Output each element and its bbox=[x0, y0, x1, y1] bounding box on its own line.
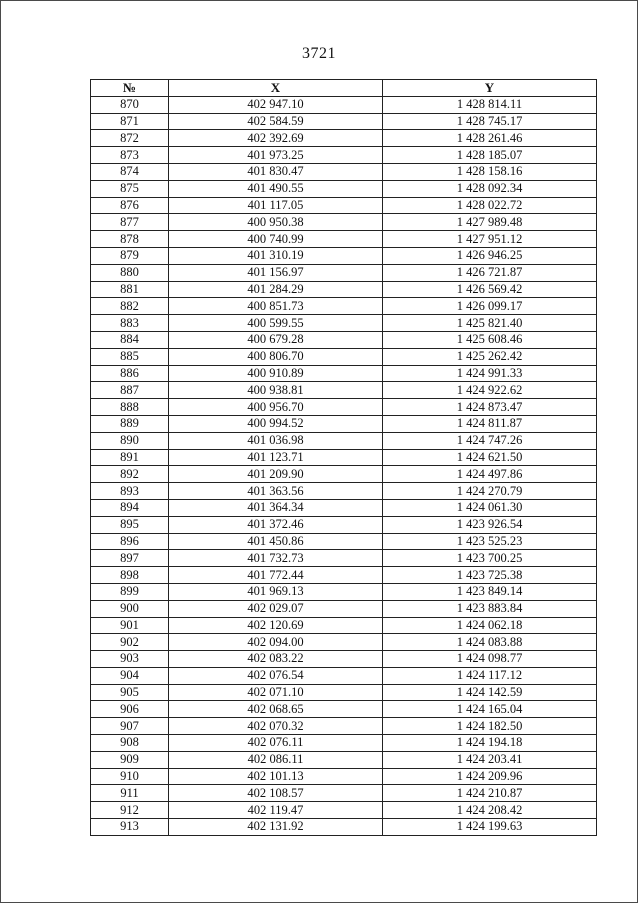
table-row bbox=[91, 147, 597, 164]
point-number-cell: 906 bbox=[91, 701, 169, 718]
header-number: № bbox=[91, 80, 169, 97]
y-coordinate-cell: 1 424 083.88 bbox=[383, 634, 597, 651]
table-row bbox=[91, 113, 597, 130]
y-coordinate-cell: 1 425 608.46 bbox=[383, 331, 597, 348]
point-number-cell: 884 bbox=[91, 331, 169, 348]
table-row bbox=[91, 499, 597, 516]
y-coordinate-cell: 1 428 022.72 bbox=[383, 197, 597, 214]
x-coordinate-cell: 401 364.34 bbox=[169, 499, 383, 516]
x-coordinate-cell: 402 068.65 bbox=[169, 701, 383, 718]
y-coordinate-cell: 1 424 270.79 bbox=[383, 483, 597, 500]
table-row bbox=[91, 331, 597, 348]
x-coordinate-cell: 402 584.59 bbox=[169, 113, 383, 130]
table-row bbox=[91, 550, 597, 567]
table-row bbox=[91, 163, 597, 180]
x-coordinate-cell: 400 806.70 bbox=[169, 348, 383, 365]
x-coordinate-cell: 401 117.05 bbox=[169, 197, 383, 214]
point-number-cell: 888 bbox=[91, 399, 169, 416]
point-number-cell: 883 bbox=[91, 315, 169, 332]
x-coordinate-cell: 400 938.81 bbox=[169, 382, 383, 399]
table-row bbox=[91, 197, 597, 214]
table-row bbox=[91, 466, 597, 483]
x-coordinate-cell: 400 740.99 bbox=[169, 231, 383, 248]
table-row bbox=[91, 651, 597, 668]
x-coordinate-cell: 402 029.07 bbox=[169, 600, 383, 617]
point-number-cell: 913 bbox=[91, 819, 169, 836]
table-row bbox=[91, 432, 597, 449]
point-number-cell: 876 bbox=[91, 197, 169, 214]
x-coordinate-cell: 402 076.11 bbox=[169, 735, 383, 752]
table-row bbox=[91, 415, 597, 432]
table-row bbox=[91, 684, 597, 701]
y-coordinate-cell: 1 424 142.59 bbox=[383, 684, 597, 701]
y-coordinate-cell: 1 427 989.48 bbox=[383, 214, 597, 231]
x-coordinate-cell: 402 083.22 bbox=[169, 651, 383, 668]
table-row bbox=[91, 583, 597, 600]
x-coordinate-cell: 400 956.70 bbox=[169, 399, 383, 416]
coordinates-table bbox=[90, 79, 597, 836]
table-row bbox=[91, 449, 597, 466]
y-coordinate-cell: 1 423 700.25 bbox=[383, 550, 597, 567]
y-coordinate-cell: 1 424 062.18 bbox=[383, 617, 597, 634]
x-coordinate-cell: 402 119.47 bbox=[169, 802, 383, 819]
table-row bbox=[91, 365, 597, 382]
point-number-cell: 877 bbox=[91, 214, 169, 231]
x-coordinate-cell: 400 910.89 bbox=[169, 365, 383, 382]
table-row bbox=[91, 315, 597, 332]
table-row bbox=[91, 735, 597, 752]
point-number-cell: 885 bbox=[91, 348, 169, 365]
x-coordinate-cell: 401 123.71 bbox=[169, 449, 383, 466]
x-coordinate-cell: 401 036.98 bbox=[169, 432, 383, 449]
table-row bbox=[91, 231, 597, 248]
y-coordinate-cell: 1 424 210.87 bbox=[383, 785, 597, 802]
y-coordinate-cell: 1 423 926.54 bbox=[383, 516, 597, 533]
x-coordinate-cell: 402 094.00 bbox=[169, 634, 383, 651]
x-coordinate-cell: 401 284.29 bbox=[169, 281, 383, 298]
x-coordinate-cell: 402 076.54 bbox=[169, 667, 383, 684]
table-row bbox=[91, 264, 597, 281]
y-coordinate-cell: 1 427 951.12 bbox=[383, 231, 597, 248]
y-coordinate-cell: 1 426 099.17 bbox=[383, 298, 597, 315]
y-coordinate-cell: 1 424 182.50 bbox=[383, 718, 597, 735]
x-coordinate-cell: 402 071.10 bbox=[169, 684, 383, 701]
point-number-cell: 870 bbox=[91, 96, 169, 113]
x-coordinate-cell: 400 599.55 bbox=[169, 315, 383, 332]
point-number-cell: 896 bbox=[91, 533, 169, 550]
point-number-cell: 898 bbox=[91, 567, 169, 584]
point-number-cell: 904 bbox=[91, 667, 169, 684]
y-coordinate-cell: 1 424 208.42 bbox=[383, 802, 597, 819]
point-number-cell: 872 bbox=[91, 130, 169, 147]
y-coordinate-cell: 1 424 194.18 bbox=[383, 735, 597, 752]
table-row bbox=[91, 214, 597, 231]
point-number-cell: 891 bbox=[91, 449, 169, 466]
y-coordinate-cell: 1 426 569.42 bbox=[383, 281, 597, 298]
y-coordinate-cell: 1 423 849.14 bbox=[383, 583, 597, 600]
header-y: Y bbox=[383, 80, 597, 97]
point-number-cell: 880 bbox=[91, 264, 169, 281]
point-number-cell: 897 bbox=[91, 550, 169, 567]
point-number-cell: 908 bbox=[91, 735, 169, 752]
x-coordinate-cell: 401 310.19 bbox=[169, 247, 383, 264]
table-row bbox=[91, 483, 597, 500]
y-coordinate-cell: 1 425 262.42 bbox=[383, 348, 597, 365]
x-coordinate-cell: 400 950.38 bbox=[169, 214, 383, 231]
point-number-cell: 892 bbox=[91, 466, 169, 483]
table-row bbox=[91, 533, 597, 550]
table-row bbox=[91, 298, 597, 315]
y-coordinate-cell: 1 424 203.41 bbox=[383, 751, 597, 768]
point-number-cell: 878 bbox=[91, 231, 169, 248]
y-coordinate-cell: 1 428 158.16 bbox=[383, 163, 597, 180]
table-row bbox=[91, 130, 597, 147]
point-number-cell: 903 bbox=[91, 651, 169, 668]
page-number: 3721 bbox=[302, 45, 336, 62]
y-coordinate-cell: 1 426 721.87 bbox=[383, 264, 597, 281]
point-number-cell: 890 bbox=[91, 432, 169, 449]
point-number-cell: 907 bbox=[91, 718, 169, 735]
point-number-cell: 871 bbox=[91, 113, 169, 130]
table-row bbox=[91, 516, 597, 533]
y-coordinate-cell: 1 424 209.96 bbox=[383, 768, 597, 785]
x-coordinate-cell: 402 070.32 bbox=[169, 718, 383, 735]
table-row bbox=[91, 819, 597, 836]
table-row bbox=[91, 281, 597, 298]
table-row bbox=[91, 667, 597, 684]
table-row bbox=[91, 399, 597, 416]
point-number-cell: 912 bbox=[91, 802, 169, 819]
y-coordinate-cell: 1 424 497.86 bbox=[383, 466, 597, 483]
point-number-cell: 895 bbox=[91, 516, 169, 533]
y-coordinate-cell: 1 424 873.47 bbox=[383, 399, 597, 416]
x-coordinate-cell: 401 973.25 bbox=[169, 147, 383, 164]
table-row bbox=[91, 382, 597, 399]
point-number-cell: 894 bbox=[91, 499, 169, 516]
y-coordinate-cell: 1 424 991.33 bbox=[383, 365, 597, 382]
x-coordinate-cell: 401 209.90 bbox=[169, 466, 383, 483]
point-number-cell: 873 bbox=[91, 147, 169, 164]
y-coordinate-cell: 1 423 883.84 bbox=[383, 600, 597, 617]
point-number-cell: 901 bbox=[91, 617, 169, 634]
x-coordinate-cell: 401 156.97 bbox=[169, 264, 383, 281]
y-coordinate-cell: 1 428 814.11 bbox=[383, 96, 597, 113]
y-coordinate-cell: 1 428 745.17 bbox=[383, 113, 597, 130]
point-number-cell: 893 bbox=[91, 483, 169, 500]
x-coordinate-cell: 400 994.52 bbox=[169, 415, 383, 432]
point-number-cell: 889 bbox=[91, 415, 169, 432]
point-number-cell: 905 bbox=[91, 684, 169, 701]
point-number-cell: 882 bbox=[91, 298, 169, 315]
y-coordinate-cell: 1 426 946.25 bbox=[383, 247, 597, 264]
table-row bbox=[91, 247, 597, 264]
header-row bbox=[91, 80, 597, 97]
table-row bbox=[91, 802, 597, 819]
header-x: X bbox=[169, 80, 383, 97]
x-coordinate-cell: 402 947.10 bbox=[169, 96, 383, 113]
point-number-cell: 911 bbox=[91, 785, 169, 802]
table-row bbox=[91, 96, 597, 113]
table-body bbox=[91, 96, 597, 835]
table-row bbox=[91, 751, 597, 768]
table-row bbox=[91, 718, 597, 735]
y-coordinate-cell: 1 428 185.07 bbox=[383, 147, 597, 164]
x-coordinate-cell: 401 450.86 bbox=[169, 533, 383, 550]
table-row bbox=[91, 567, 597, 584]
x-coordinate-cell: 400 679.28 bbox=[169, 331, 383, 348]
point-number-cell: 887 bbox=[91, 382, 169, 399]
point-number-cell: 874 bbox=[91, 163, 169, 180]
x-coordinate-cell: 401 363.56 bbox=[169, 483, 383, 500]
x-coordinate-cell: 401 372.46 bbox=[169, 516, 383, 533]
y-coordinate-cell: 1 424 165.04 bbox=[383, 701, 597, 718]
point-number-cell: 910 bbox=[91, 768, 169, 785]
point-number-cell: 879 bbox=[91, 247, 169, 264]
x-coordinate-cell: 400 851.73 bbox=[169, 298, 383, 315]
table-row bbox=[91, 634, 597, 651]
x-coordinate-cell: 402 086.11 bbox=[169, 751, 383, 768]
y-coordinate-cell: 1 428 261.46 bbox=[383, 130, 597, 147]
x-coordinate-cell: 401 490.55 bbox=[169, 180, 383, 197]
table-row bbox=[91, 180, 597, 197]
y-coordinate-cell: 1 423 525.23 bbox=[383, 533, 597, 550]
y-coordinate-cell: 1 424 747.26 bbox=[383, 432, 597, 449]
y-coordinate-cell: 1 424 922.62 bbox=[383, 382, 597, 399]
y-coordinate-cell: 1 424 061.30 bbox=[383, 499, 597, 516]
table-row bbox=[91, 701, 597, 718]
point-number-cell: 881 bbox=[91, 281, 169, 298]
y-coordinate-cell: 1 424 621.50 bbox=[383, 449, 597, 466]
x-coordinate-cell: 401 969.13 bbox=[169, 583, 383, 600]
y-coordinate-cell: 1 424 811.87 bbox=[383, 415, 597, 432]
y-coordinate-cell: 1 428 092.34 bbox=[383, 180, 597, 197]
x-coordinate-cell: 402 108.57 bbox=[169, 785, 383, 802]
x-coordinate-cell: 402 120.69 bbox=[169, 617, 383, 634]
table-row bbox=[91, 768, 597, 785]
y-coordinate-cell: 1 424 117.12 bbox=[383, 667, 597, 684]
point-number-cell: 886 bbox=[91, 365, 169, 382]
table-row bbox=[91, 600, 597, 617]
y-coordinate-cell: 1 425 821.40 bbox=[383, 315, 597, 332]
table-row bbox=[91, 348, 597, 365]
point-number-cell: 875 bbox=[91, 180, 169, 197]
point-number-cell: 909 bbox=[91, 751, 169, 768]
x-coordinate-cell: 402 101.13 bbox=[169, 768, 383, 785]
table-row bbox=[91, 617, 597, 634]
point-number-cell: 902 bbox=[91, 634, 169, 651]
x-coordinate-cell: 401 830.47 bbox=[169, 163, 383, 180]
x-coordinate-cell: 402 131.92 bbox=[169, 819, 383, 836]
x-coordinate-cell: 401 772.44 bbox=[169, 567, 383, 584]
x-coordinate-cell: 401 732.73 bbox=[169, 550, 383, 567]
table-row bbox=[91, 785, 597, 802]
point-number-cell: 899 bbox=[91, 583, 169, 600]
y-coordinate-cell: 1 423 725.38 bbox=[383, 567, 597, 584]
y-coordinate-cell: 1 424 199.63 bbox=[383, 819, 597, 836]
point-number-cell: 900 bbox=[91, 600, 169, 617]
y-coordinate-cell: 1 424 098.77 bbox=[383, 651, 597, 668]
x-coordinate-cell: 402 392.69 bbox=[169, 130, 383, 147]
table-header bbox=[91, 80, 597, 97]
